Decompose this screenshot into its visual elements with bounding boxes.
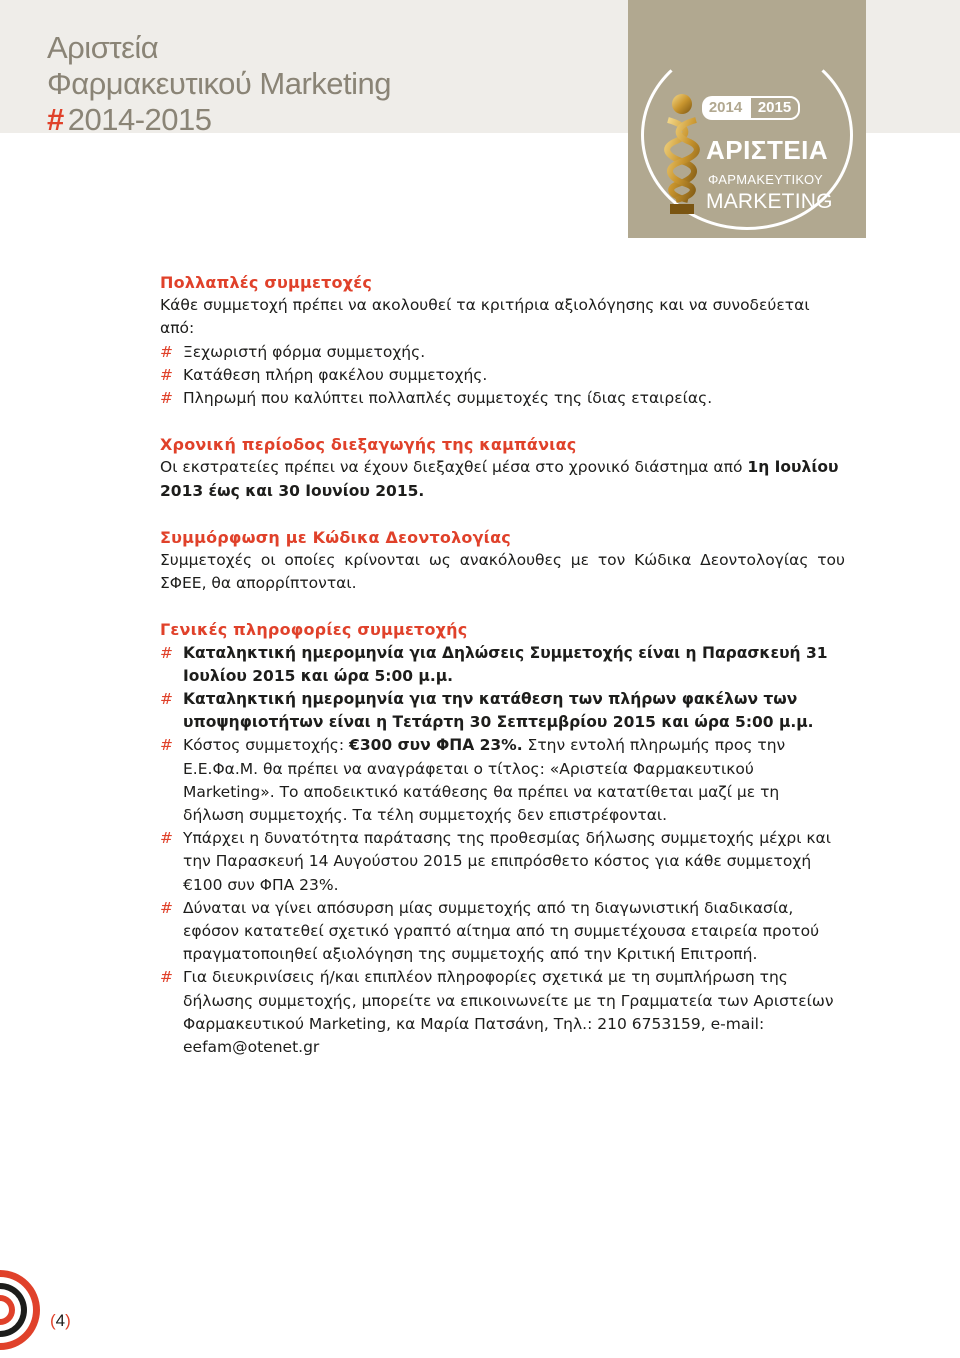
title-years: 2014-2015 bbox=[67, 102, 212, 137]
list-item bbox=[160, 734, 845, 827]
section-heading: Χρονική περίοδος διεξαγωγής της καμπάνιας bbox=[160, 435, 577, 455]
page-number-value: 4 bbox=[55, 1311, 66, 1330]
hash-symbol: # bbox=[47, 102, 64, 137]
concentric-rings-icon bbox=[0, 1262, 40, 1358]
list-item-text: Κατάθεση πλήρη φακέλου συμμετοχής. bbox=[183, 365, 488, 384]
bullet-list bbox=[160, 341, 845, 411]
fee-label: Κόστος συμμετοχής: bbox=[183, 736, 350, 755]
hash-bullet-icon: # bbox=[160, 365, 173, 384]
page-number bbox=[50, 1311, 71, 1331]
list-item bbox=[160, 827, 845, 897]
hash-bullet-icon: # bbox=[160, 342, 173, 361]
section-text: Συμμετοχές οι οποίες κρίνονται ως ανακόλουθες με τον Κώδικα Δεοντολογίας του ΣΦΕΕ, θα απορρίπτονται. bbox=[160, 551, 845, 593]
hash-bullet-icon: # bbox=[160, 389, 173, 408]
hash-bullet-icon: # bbox=[160, 643, 173, 662]
list-item-text: Ξεχωριστή φόρμα συμμετοχής. bbox=[183, 342, 426, 361]
list-item bbox=[160, 688, 845, 734]
logo-year-2015: 2015 bbox=[749, 96, 800, 120]
title-line-1: Αριστεία bbox=[47, 30, 159, 65]
logo-word-marketing: MARKETING bbox=[706, 190, 833, 213]
section-heading: Συμμόρφωση με Κώδικα Δεοντολογίας bbox=[160, 527, 511, 547]
section-campaign-period bbox=[160, 433, 845, 503]
section-intro: Κάθε συμμετοχή πρέπει να ακολουθεί τα κριτήρια αξιολόγησης και να συνοδεύεται από: bbox=[160, 296, 810, 338]
list-item bbox=[160, 966, 845, 1059]
list-item bbox=[160, 642, 845, 688]
logo-year-2014: 2014 bbox=[702, 96, 749, 120]
paren-open: ( bbox=[50, 1311, 56, 1330]
list-item bbox=[160, 364, 845, 387]
awards-logo bbox=[628, 0, 866, 238]
logo-word-aristeia: ΑΡΙΣΤΕΙΑ bbox=[706, 135, 829, 165]
document-title bbox=[47, 30, 391, 138]
list-item bbox=[160, 387, 845, 410]
hash-bullet-icon: # bbox=[160, 690, 173, 709]
section-ethics-code bbox=[160, 526, 845, 596]
hash-bullet-icon: # bbox=[160, 736, 173, 755]
hash-bullet-icon: # bbox=[160, 968, 173, 987]
logo-word-farmakeutikou: ΦΑΡΜΑΚΕΥΤΙΚΟΥ bbox=[708, 172, 823, 187]
section-text bbox=[160, 456, 845, 502]
title-line-2: Φαρμακευτικού Marketing bbox=[47, 66, 392, 101]
hash-bullet-icon: # bbox=[160, 829, 173, 848]
declaration-deadline: Καταληκτική ημερομηνία για Δηλώσεις Συμμετοχής είναι η Παρασκευή 31 Ιουλίου 2015 και ώρα 5:00 μ.μ. bbox=[183, 643, 828, 685]
list-item bbox=[160, 897, 845, 967]
section-heading: Πολλαπλές συμμετοχές bbox=[160, 273, 372, 292]
period-text: Οι εκστρατείες πρέπει να έχουν διεξαχθεί μέσα στο χρονικό διάστημα από bbox=[160, 458, 748, 477]
withdrawal-info: Δύναται να γίνει απόσυρση μίας συμμετοχής από τη διαγωνιστική διαδικασία, εφόσον κατατεθεί σχετικό γραπτό αίτημα από τη συμμετέχουσα εταιρεία προτού πραγματοποιηθεί αξιολόγηση της συμμετοχής από την Κριτική Επιτροπή. bbox=[183, 898, 820, 964]
list-item-text: Πληρωμή που καλύπτει πολλαπλές συμμετοχές της ίδιας εταιρείας. bbox=[183, 389, 713, 408]
section-heading: Γενικές πληροφορίες συμμετοχής bbox=[160, 620, 468, 640]
period-dates: 1η Ιουλίου 2013 έως και 30 Ιουνίου 2015. bbox=[160, 458, 839, 500]
fee-details: Στην εντολή πληρωμής προς την Ε.Ε.Φα.Μ. θα πρέπει να αναγράφεται ο τίτλος: «Αριστεία Φαρμακευτικού Marketing». Το αποδεικτικό κατάθεσης θα πρέπει να κατατίθεται μαζί με τη δήλωση συμμετοχής. Τα τέλη συμμετοχής δεν επιστρέφονται. bbox=[183, 736, 786, 825]
section-general-info bbox=[160, 618, 845, 1059]
list-item bbox=[160, 341, 845, 364]
submission-deadline: Καταληκτική ημερομηνία για την κατάθεση των πλήρων φακέλων των υποψηφιοτήτων είναι η Τετάρτη 30 Σεπτεμβρίου 2015 και ώρα 5:00 μ.μ. bbox=[183, 690, 814, 732]
bullet-list bbox=[160, 642, 845, 1060]
hash-bullet-icon: # bbox=[160, 898, 173, 917]
main-content bbox=[160, 271, 845, 1082]
trophy-statue-icon bbox=[660, 92, 704, 216]
fee-amount: €300 συν ΦΠΑ 23%. bbox=[349, 736, 523, 755]
paren-close: ) bbox=[65, 1311, 71, 1330]
logo-years bbox=[702, 96, 800, 120]
title-line-3 bbox=[47, 102, 391, 138]
contact-info: Για διευκρινίσεις ή/και επιπλέον πληροφορίες σχετικά με τη συμπλήρωση της δήλωσης συμμετοχής, μπορείτε να επικοινωνείτε με τη Γραμματεία των Αριστείων Φαρμακευτικού Marketing, κα Μαρία Πατσάνη, Τηλ.: 210 6753159, e-mail: eefam@otenet.gr bbox=[183, 968, 834, 1057]
extension-info: Υπάρχει η δυνατότητα παράτασης της προθεσμίας δήλωσης συμμετοχής μέχρι και την Παρασκευή 14 Αυγούστου 2015 με επιπρόσθετο κόστος για κάθε συμμετοχή €100 συν ΦΠΑ 23%. bbox=[183, 829, 832, 894]
section-multiple-entries bbox=[160, 271, 845, 410]
